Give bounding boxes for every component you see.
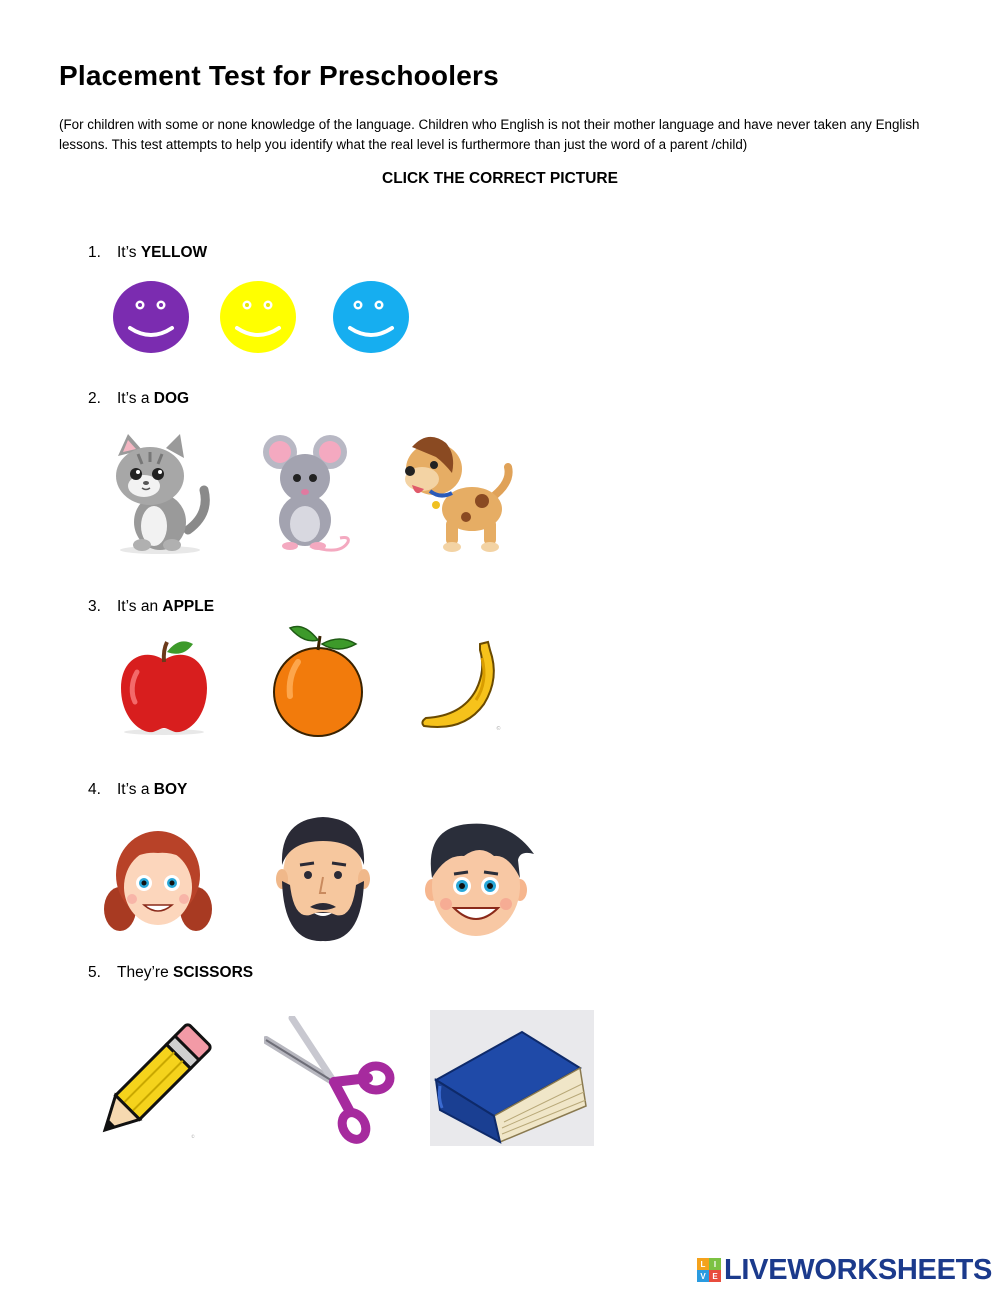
- question-2: [88, 388, 189, 410]
- question-prefix: It’s a: [117, 781, 154, 798]
- option-yellow-smiley[interactable]: [218, 280, 298, 354]
- mouse-icon: [260, 434, 352, 558]
- question-keyword: DOG: [153, 390, 190, 407]
- intro-text: (For children with some or none knowledge of the language. Children who English is not their mother language and have never taken any English lessons. This test attempts to help you identify what the real level is furthermore than just the word of a parent /child): [59, 117, 920, 152]
- option-man[interactable]: [276, 815, 370, 943]
- question-prefix: It’s an: [117, 598, 163, 615]
- book-icon: [430, 1010, 594, 1146]
- option-apple[interactable]: [117, 638, 211, 736]
- question-number: 1.: [88, 244, 101, 261]
- question-4: [88, 779, 187, 801]
- girl-icon: [102, 817, 214, 935]
- boy-icon: [424, 820, 536, 940]
- question-prefix: They’re: [117, 964, 173, 981]
- dog-icon: [400, 433, 514, 553]
- logo-letter: E: [709, 1270, 721, 1282]
- scissors-icon: [264, 1016, 396, 1144]
- option-boy[interactable]: [424, 820, 536, 940]
- question-3: [88, 596, 214, 618]
- question-5: [88, 962, 253, 984]
- blue-smiley-icon: [331, 280, 411, 354]
- option-pencil[interactable]: [95, 1012, 221, 1142]
- option-girl[interactable]: [102, 817, 214, 935]
- orange-icon: [270, 622, 366, 738]
- option-blue-smiley[interactable]: [331, 280, 411, 354]
- liveworksheets-logo[interactable]: [697, 1253, 992, 1287]
- banana-icon: [418, 638, 510, 734]
- question-keyword: SCISSORS: [173, 964, 254, 981]
- logo-mark-icon: [697, 1258, 721, 1282]
- man-icon: [276, 815, 370, 943]
- option-scissors[interactable]: [264, 1016, 396, 1144]
- apple-icon: [117, 638, 211, 736]
- cat-icon: [108, 434, 212, 556]
- option-purple-smiley[interactable]: [111, 280, 191, 354]
- question-keyword: APPLE: [162, 598, 215, 615]
- svg-text:©: ©: [191, 1134, 195, 1139]
- logo-text: LIVEWORKSHEETS: [724, 1253, 993, 1286]
- question-prefix: It’s a: [117, 390, 154, 407]
- question-1: [88, 242, 207, 264]
- option-book[interactable]: [430, 1010, 594, 1146]
- question-number: 4.: [88, 781, 101, 798]
- question-number: 2.: [88, 390, 101, 407]
- question-keyword: YELLOW: [140, 244, 208, 261]
- option-dog[interactable]: [400, 433, 514, 553]
- option-cat[interactable]: [108, 434, 212, 556]
- logo-letter: V: [697, 1270, 709, 1282]
- option-orange[interactable]: [270, 622, 366, 738]
- logo-letter: I: [709, 1258, 721, 1270]
- svg-text:©: ©: [496, 726, 501, 732]
- option-banana[interactable]: [418, 638, 510, 734]
- question-keyword: BOY: [153, 781, 188, 798]
- option-mouse[interactable]: [260, 434, 352, 558]
- yellow-smiley-icon: [218, 280, 298, 354]
- page-title: Placement Test for Preschoolers: [59, 60, 499, 91]
- instruction-text: CLICK THE CORRECT PICTURE: [382, 170, 618, 187]
- question-number: 5.: [88, 964, 101, 981]
- question-prefix: It’s: [117, 244, 141, 261]
- question-number: 3.: [88, 598, 101, 615]
- purple-smiley-icon: [111, 280, 191, 354]
- logo-letter: L: [697, 1258, 709, 1270]
- pencil-icon: [95, 1012, 221, 1142]
